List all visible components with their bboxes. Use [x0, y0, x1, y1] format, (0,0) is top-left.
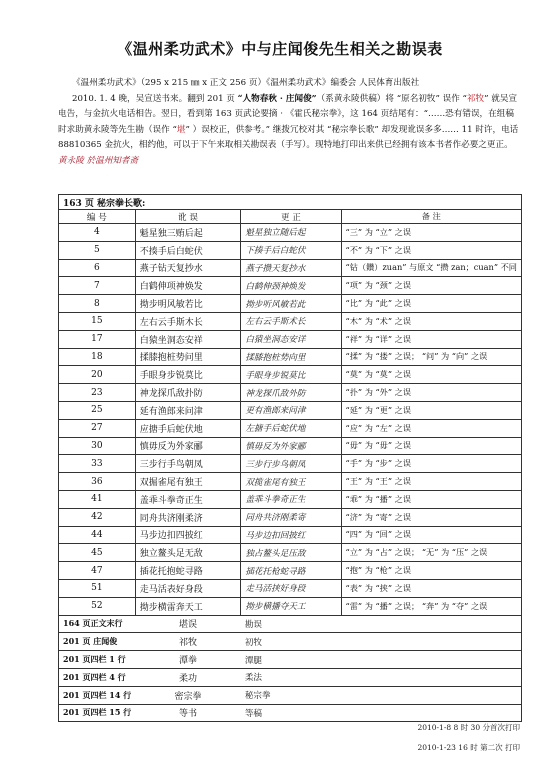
note-text: “手” 为 “步” 之误	[341, 455, 521, 473]
wrong-text: 燕子钻天复抄水	[135, 259, 241, 277]
table-row	[59, 295, 522, 313]
corrected-text: 左右云手斯术长	[241, 312, 341, 330]
row-number: 47	[59, 562, 136, 580]
note-text: “表” 为 “挟” 之误	[341, 579, 521, 597]
note-text: “比” 为 “此” 之误	[341, 295, 521, 313]
print-stamp-first: 2010-1-8 8 时 30 分首次打印	[417, 723, 520, 732]
table-row	[59, 473, 522, 491]
wrong-text: 双掘雀尾有独王	[135, 473, 241, 491]
note-text: “应” 为 “左” 之误	[341, 419, 521, 437]
footer-wrong: 堪误	[135, 615, 241, 633]
wrong-text: 马步边扣四披红	[135, 526, 241, 544]
note-text: “乖” 为 “播” 之误	[341, 490, 521, 508]
corrected-text: 魁星独立随后起	[241, 224, 341, 242]
corrected-text: 拗步听风敏若此	[241, 295, 341, 313]
corrected-text: 走马活挟好身段	[241, 579, 341, 597]
footer-right: 潭腿	[241, 651, 341, 669]
wrong-text: 同舟共济刚柔济	[135, 508, 241, 526]
row-number: 7	[59, 277, 136, 295]
corrected-text: 慎毋反为外家郦	[241, 437, 341, 455]
corrected-text: 神龙探爪敌外防	[241, 384, 341, 402]
wrong-text: 手眼身步锐莫比	[135, 366, 241, 384]
note-text: “王” 为 “王” 之误	[341, 473, 521, 491]
note-text: “立” 为 “占” 之误； “无” 为 “压” 之误	[341, 544, 521, 562]
table-row	[59, 384, 522, 402]
corrected-text: 拗步横播夺天工	[241, 597, 341, 615]
corrected-text: 双揽雀尾有独王	[241, 473, 341, 491]
table-row	[59, 508, 522, 526]
row-number: 20	[59, 366, 136, 384]
row-number: 8	[59, 295, 136, 313]
corrected-text: 白鹤伸颈神焕发	[241, 277, 341, 295]
wrong-text: 盖乖斗拳奇正生	[135, 490, 241, 508]
footer-right: 初牧	[241, 633, 341, 651]
wrong-text: 白猿坐洞态安祥	[135, 330, 241, 348]
row-number: 42	[59, 508, 136, 526]
table-row	[59, 579, 522, 597]
print-stamp-second: 2010-1-23 16 时 第二次 打印	[417, 743, 520, 752]
corrected-text: 插花托枪蛇寻路	[241, 562, 341, 580]
corrected-text: 揉膝抱桩势向里	[241, 348, 341, 366]
header-right: 更 正	[241, 210, 341, 224]
row-number: 51	[59, 579, 136, 597]
footer-wrong: 等书	[135, 704, 241, 722]
footer-wrong: 祁牧	[135, 633, 241, 651]
table-row	[59, 419, 522, 437]
row-number: 18	[59, 348, 136, 366]
header-no: 编 号	[59, 210, 136, 224]
wrong-text: 左右云手斯木长	[135, 312, 241, 330]
wrong-text: 不揍手后白蛇伏	[135, 241, 241, 259]
corrected-text: 马步边扣回披红	[241, 526, 341, 544]
row-number: 15	[59, 312, 136, 330]
footer-empty	[341, 704, 521, 722]
note-text: “不” 为 “下” 之误	[341, 241, 521, 259]
errata-table	[58, 194, 522, 722]
note-text: “毋” 为 “毋” 之误	[341, 437, 521, 455]
intro-text	[58, 76, 522, 170]
corrected-text: 独占鳌头足压敌	[241, 544, 341, 562]
wrong-text: 神龙探爪敌扑防	[135, 384, 241, 402]
wrong-text: 插花托抱蛇寻路	[135, 562, 241, 580]
wrong-text: 延有渔郎来问津	[135, 401, 241, 419]
note-text: “四” 为 “回” 之误	[341, 526, 521, 544]
note-text: “项” 为 “颈” 之误	[341, 277, 521, 295]
table-row	[59, 490, 522, 508]
row-number: 36	[59, 473, 136, 491]
table-row	[59, 366, 522, 384]
footer-label: 164 页正文末行	[59, 615, 136, 633]
footer-row	[59, 651, 522, 669]
table-row	[59, 597, 522, 615]
row-number: 6	[59, 259, 136, 277]
footer-wrong: 柔功	[135, 668, 241, 686]
wrong-text: 慎毋反为外家郦	[135, 437, 241, 455]
header-wrong: 讹 误	[135, 210, 241, 224]
corrected-text: 燕子攒天复抄水	[241, 259, 341, 277]
document-title: 《温州柔功武术》中与庄闻俊先生相关之勘误表	[117, 40, 443, 58]
footer-right: 等稿	[241, 704, 341, 722]
footer-right: 秘宗拳	[241, 686, 341, 704]
section-header: 163 页 秘宗拳长歌:	[59, 195, 522, 210]
row-number: 33	[59, 455, 136, 473]
wrong-text: 拗步明风敏若比	[135, 295, 241, 313]
corrected-text: 白猿坐洞态安详	[241, 330, 341, 348]
row-number: 52	[59, 597, 136, 615]
footer-row	[59, 686, 522, 704]
wrong-text: 魁星独三贿后起	[135, 224, 241, 242]
table-row	[59, 224, 522, 242]
row-number: 5	[59, 241, 136, 259]
footer-label: 201 页四栏 1 行	[59, 651, 136, 669]
row-number: 45	[59, 544, 136, 562]
footer-row	[59, 704, 522, 722]
note-text: “木” 为 “术” 之误	[341, 312, 521, 330]
wrong-text: 应搪手后蛇伏地	[135, 419, 241, 437]
signature: 黄永陵 於温州知者斋	[58, 155, 139, 166]
wrong-text: 独立鳌头足无敌	[135, 544, 241, 562]
table-row	[59, 401, 522, 419]
table-row	[59, 526, 522, 544]
table-row	[59, 277, 522, 295]
table-row	[59, 259, 522, 277]
intro-line-1: 《温州柔功武术》（295 x 215 ㎜ x 正文 256 页）《温州柔功武术》编委会 人民体育出版社	[72, 78, 420, 88]
note-text: “钻（鑽）zuan” 与原文 “攒 zan；cuan” 不同	[341, 259, 521, 277]
table-row	[59, 437, 522, 455]
corrected-text: 左搪手后蛇伏地	[241, 419, 341, 437]
wrong-text: 三步行手鸟朝凤	[135, 455, 241, 473]
row-number: 25	[59, 401, 136, 419]
footer-empty	[341, 651, 521, 669]
footer-empty	[341, 668, 521, 686]
footer-empty	[341, 686, 521, 704]
corrected-text: 三步行步鸟朝凤	[241, 455, 341, 473]
footer-row	[59, 668, 522, 686]
corrected-text: 盖乖斗拳奇正生	[241, 490, 341, 508]
wrong-text: 走马活表好身段	[135, 579, 241, 597]
row-number: 27	[59, 419, 136, 437]
note-text: “揉” 为 “搂” 之误； “问” 为 “向” 之误	[341, 348, 521, 366]
footer-label: 201 页四栏 15 行	[59, 704, 136, 722]
row-number: 41	[59, 490, 136, 508]
footer-right: 柔法	[241, 668, 341, 686]
footer-row	[59, 633, 522, 651]
header-note: 备 注	[341, 210, 521, 224]
note-text: “扑” 为 “外” 之误	[341, 384, 521, 402]
wrong-text: 揉膝抱桩势问里	[135, 348, 241, 366]
table-row	[59, 348, 522, 366]
note-text: “济” 为 “寄” 之误	[341, 508, 521, 526]
table-row	[59, 455, 522, 473]
note-text: “祥” 为 “详” 之误	[341, 330, 521, 348]
footer-right: 勘误	[241, 615, 341, 633]
row-number: 4	[59, 224, 136, 242]
footer-row	[59, 615, 522, 633]
row-number: 23	[59, 384, 136, 402]
footer-label: 201 页四栏 14 行	[59, 686, 136, 704]
table-row	[59, 312, 522, 330]
wrong-text: 拗步横雷奔天工	[135, 597, 241, 615]
note-text: “雷” 为 “播” 之误； “奔” 为 “夺” 之误	[341, 597, 521, 615]
row-number: 17	[59, 330, 136, 348]
table-row	[59, 544, 522, 562]
wrong-text: 白鹤伸项神焕发	[135, 277, 241, 295]
corrected-text: 下揍手后白蛇伏	[241, 241, 341, 259]
corrected-text: 同舟共济刚柔寄	[241, 508, 341, 526]
table-row	[59, 562, 522, 580]
footer-wrong: 潭拳	[135, 651, 241, 669]
footer-empty	[341, 633, 521, 651]
footer-empty	[341, 615, 521, 633]
table-row	[59, 330, 522, 348]
row-number: 44	[59, 526, 136, 544]
note-text: “莫” 为 “莫” 之误	[341, 366, 521, 384]
footer-wrong: 密宗拳	[135, 686, 241, 704]
note-text: “三” 为 “立” 之误	[341, 224, 521, 242]
corrected-text: 更有渔郎来问津	[241, 401, 341, 419]
corrected-text: 手眼身步锐莫比	[241, 366, 341, 384]
row-number: 30	[59, 437, 136, 455]
intro-line-2: 2010. 1. 4 晚，吴宣送书来。翻到 201 页 “人物春秋 · 庄闻俊”（系黄永陵供稿）将 “原名初牧” 误作 “祁牧” 就吴宣电告，与金抗火电话相告。翌日，看到第 163 页武论要摘 · 《霍氏秘宗拳》，这 164 页结尾有：“……恐有错误，在组稿时求助黄永陵等先生勘（误作 “堪” ）误校正，供参考。” 继拨冗校对其 “秘宗拳长歌” 却发现讹误多多…… 11 时许，电话 88810365 金抗火，相约他，可以于下午来取相关勘误表（手写）。现特地打印出来供已经拥有该本书者作必要之更正。 黄永陵 於温州知者斋	[58, 93, 519, 166]
footer-label: 201 页四栏 4 行	[59, 668, 136, 686]
note-text: “延” 为 “更” 之误	[341, 401, 521, 419]
table-row	[59, 241, 522, 259]
note-text: “抱” 为 “枪” 之误	[341, 562, 521, 580]
footer-label: 201 页 庄闻俊	[59, 633, 136, 651]
